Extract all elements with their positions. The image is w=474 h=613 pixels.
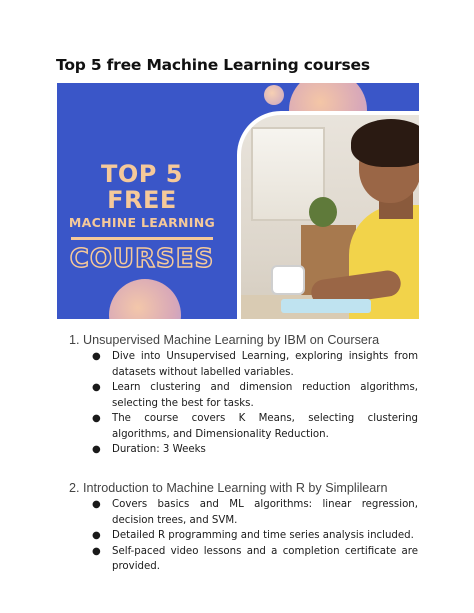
banner-text <box>67 161 217 274</box>
bullet-icon: ● <box>92 530 101 541</box>
list-item: ● Dive into Unsupervised Learning, exploring insights from datasets without labelled variables. <box>92 351 418 378</box>
bullet-icon: ● <box>92 545 101 557</box>
bullet-icon: ● <box>92 351 101 362</box>
banner-divider <box>71 237 213 240</box>
bullet-icon: ● <box>92 382 101 393</box>
list-item: ● Self-paced video lessons and a completion certificate are provided. <box>92 545 418 572</box>
banner-headline: TOP 5 FREE <box>101 160 183 214</box>
page-title: Top 5 free Machine Learning courses <box>56 56 370 74</box>
photo-plant <box>309 197 337 227</box>
bullet-icon: ● <box>92 444 101 455</box>
banner-courses-word: COURSES <box>69 244 215 274</box>
course-1-bullets <box>92 349 418 458</box>
course-2-bullets <box>92 497 418 575</box>
photo-robot <box>271 265 305 295</box>
list-item: ● The course covers K Means, selecting clustering algorithms, and Dimensionality Reduction. <box>92 413 418 440</box>
list-item: ● Learn clustering and dimension reduction algorithms, selecting the best for tasks. <box>92 382 418 409</box>
banner-image <box>57 83 419 319</box>
banner-subheadline: MACHINE LEARNING <box>68 215 216 230</box>
photo-kit <box>281 299 371 313</box>
course-heading-2: 2. Introduction to Machine Learning with R by Simplilearn <box>69 481 388 495</box>
list-item: ● Covers basics and ML algorithms: linear regression, decision trees, and SVM. <box>92 499 418 526</box>
photo-hair <box>351 119 419 167</box>
list-item: ● Duration: 3 Weeks <box>98 442 418 458</box>
decorative-circle <box>264 85 284 105</box>
list-item: ● Detailed R programming and time series analysis included. <box>98 528 418 544</box>
decorative-circle <box>109 279 181 319</box>
bullet-icon: ● <box>92 499 101 510</box>
student-photo <box>237 111 419 319</box>
course-heading-1: 1. Unsupervised Machine Learning by IBM on Coursera <box>69 333 380 347</box>
bullet-icon: ● <box>92 413 101 424</box>
